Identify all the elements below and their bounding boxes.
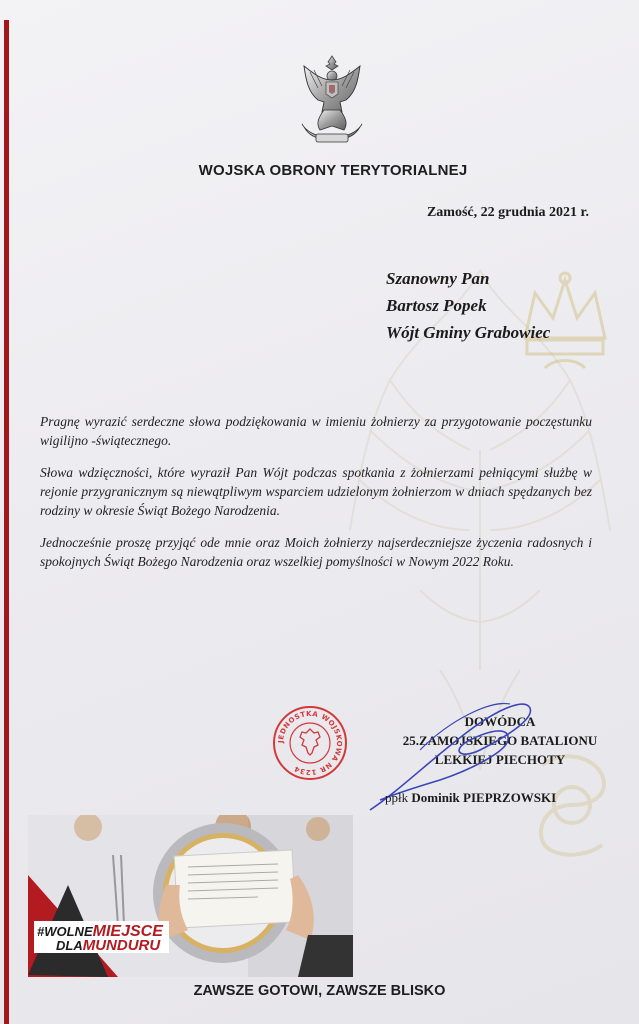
- polish-eagle-emblem-icon: [296, 52, 368, 150]
- hashtag-part-munduru: MUNDURU: [82, 937, 161, 954]
- signature-unit: 25.ZAMOJSKIEGO BATALIONU: [402, 733, 598, 748]
- signatory-fullname: Dominik PIEPRZOWSKI: [411, 790, 557, 805]
- hashtag-part-miejsce: MIEJSCE: [92, 923, 163, 940]
- signatory-name: [385, 790, 556, 806]
- addressee-block: [386, 265, 550, 346]
- body-paragraph-2: Słowa wdzięczności, które wyraził Pan Wójt podczas spotkania z żołnierzami pełniącymi służbę w rejonie przygranicznym są niewątpliwym wsparciem udzielonym żołnierzom w dniach spędzanych bez rodziny w okresie Świąt Bożego Narodzenia.: [40, 465, 592, 518]
- signature-position: DOWÓDCA: [464, 714, 536, 729]
- date-line: Zamość, 22 grudnia 2021 r.: [426, 205, 589, 220]
- svg-text:JEDNOSTKA WOJSKOWA NR 1234: [277, 710, 343, 776]
- addressee-title: Wójt Gminy Grabowiec: [386, 323, 551, 342]
- christmas-table-image: [28, 815, 353, 977]
- body-paragraph-1: Pragnę wyrazić serdeczne słowa podziękowania w imieniu żołnierzy za przygotowanie poczęstunku wigilijno -świątecznego.: [40, 414, 592, 448]
- stamp-text: JEDNOSTKA WOJSKOWA NR 1234: [276, 709, 344, 777]
- hashtag-part-wolne: #WOLNE: [37, 924, 93, 939]
- addressee-salutation: Szanowny Pan: [386, 269, 490, 288]
- addressee-name: Bartosz Popek: [386, 296, 487, 315]
- campaign-photo: [28, 815, 353, 977]
- signatory-rank: ppłk: [385, 790, 409, 805]
- organization-title: WOJSKA OBRONY TERYTORIALNEJ: [198, 162, 468, 179]
- motto: ZAWSZE GOTOWI, ZAWSZE BLISKO: [193, 983, 446, 999]
- hashtag-part-dla: DLA: [56, 938, 83, 953]
- round-red-stamp-icon: [272, 705, 348, 781]
- letter-body: [40, 412, 592, 584]
- body-paragraph-3: Jednocześnie proszę przyjąć ode mnie oraz Moich żołnierzy najserdeczniejsze życzenia radosnych i spokojnych Świąt Bożego Narodzenia oraz wszelkiej pomyślności w Nowym 2022 Roku.: [40, 535, 592, 569]
- signature-unit-type: LEKKIEJ PIECHOTY: [434, 752, 566, 767]
- svg-text:DLAMUNDURU: [56, 937, 161, 954]
